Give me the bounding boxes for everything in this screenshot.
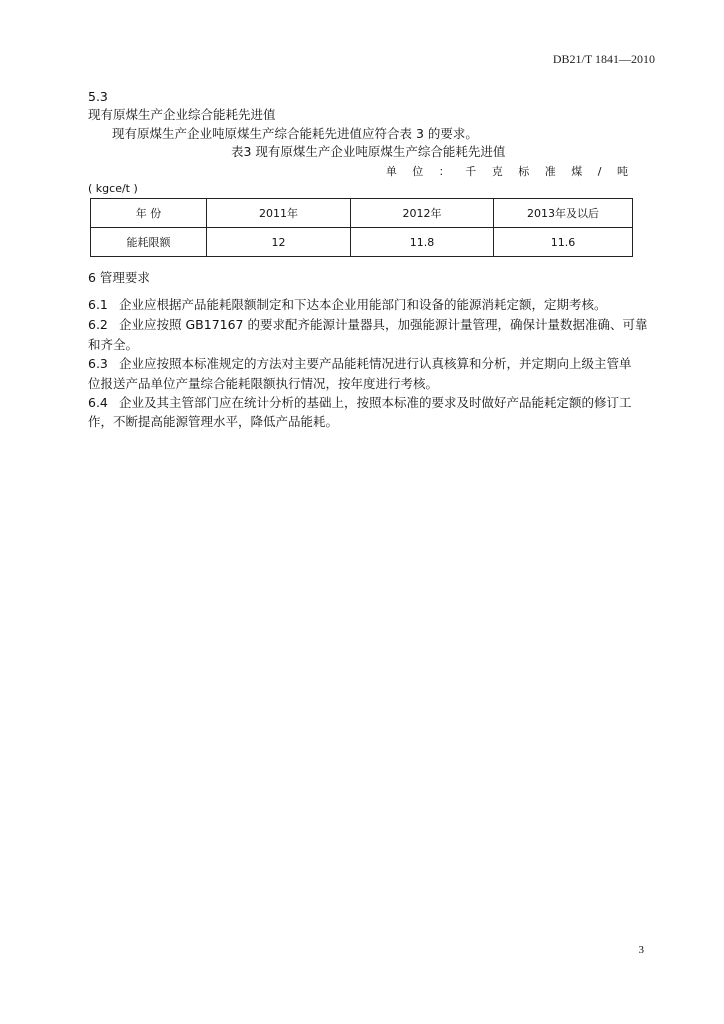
clause-text: 企业应按照 GB17167 的要求配齐能源计量器具，加强能源计量管理，确保计量数据准确、可靠	[119, 317, 648, 332]
clause-number: 6.2	[88, 317, 108, 332]
table-header-row	[91, 199, 633, 228]
clause-text: 企业及其主管部门应在统计分析的基础上，按照本标准的要求及时做好产品能耗定额的修订工	[119, 395, 632, 410]
clause-number: 6.1	[88, 297, 108, 312]
clause-number: 6.4	[88, 395, 108, 410]
document-code: DB21/T 1841—2010	[552, 52, 655, 66]
section-heading: 6 管理要求	[88, 270, 150, 285]
table-cell: 11.8	[351, 228, 494, 257]
table-header-cell: 2011年	[207, 199, 351, 228]
table-cell: 能耗限额	[91, 228, 207, 257]
section-paragraph: 现有原煤生产企业吨原煤生产综合能耗先进值应符合表 3 的要求。	[112, 126, 478, 141]
clause-text: 作，不断提高能源管理水平，降低产品能耗。	[88, 414, 339, 429]
section-number: 5.3	[88, 89, 108, 104]
clause-text: 位报送产品单位产量综合能耗限额执行情况，按年度进行考核。	[88, 376, 439, 391]
table-caption: 表3 现有原煤生产企业吨原煤生产综合能耗先进值	[231, 144, 506, 159]
section-title: 现有原煤生产企业综合能耗先进值	[88, 107, 276, 122]
page-number: 3	[638, 944, 644, 956]
table-row	[91, 228, 633, 257]
unit-label: 单 位 ： 千 克 标 准 煤 / 吨	[385, 165, 634, 178]
clause-text: 和齐全。	[88, 337, 139, 352]
clause-number: 6.3	[88, 356, 108, 371]
table-cell: 11.6	[494, 228, 633, 257]
clause-text: 企业应根据产品能耗限额制定和下达本企业用能部门和设备的能源消耗定额，定期考核。	[119, 297, 607, 312]
clause-text: 企业应按照本标准规定的方法对主要产品能耗情况进行认真核算和分析，并定期向上级主管单	[119, 356, 632, 371]
table-header-cell: 2013年及以后	[494, 199, 633, 228]
table-header-cell: 2012年	[351, 199, 494, 228]
table-header-cell: 年 份	[91, 199, 207, 228]
table-cell: 12	[207, 228, 351, 257]
energy-limit-table	[90, 198, 633, 257]
unit-abbreviation: ( kgce/t )	[88, 182, 138, 195]
